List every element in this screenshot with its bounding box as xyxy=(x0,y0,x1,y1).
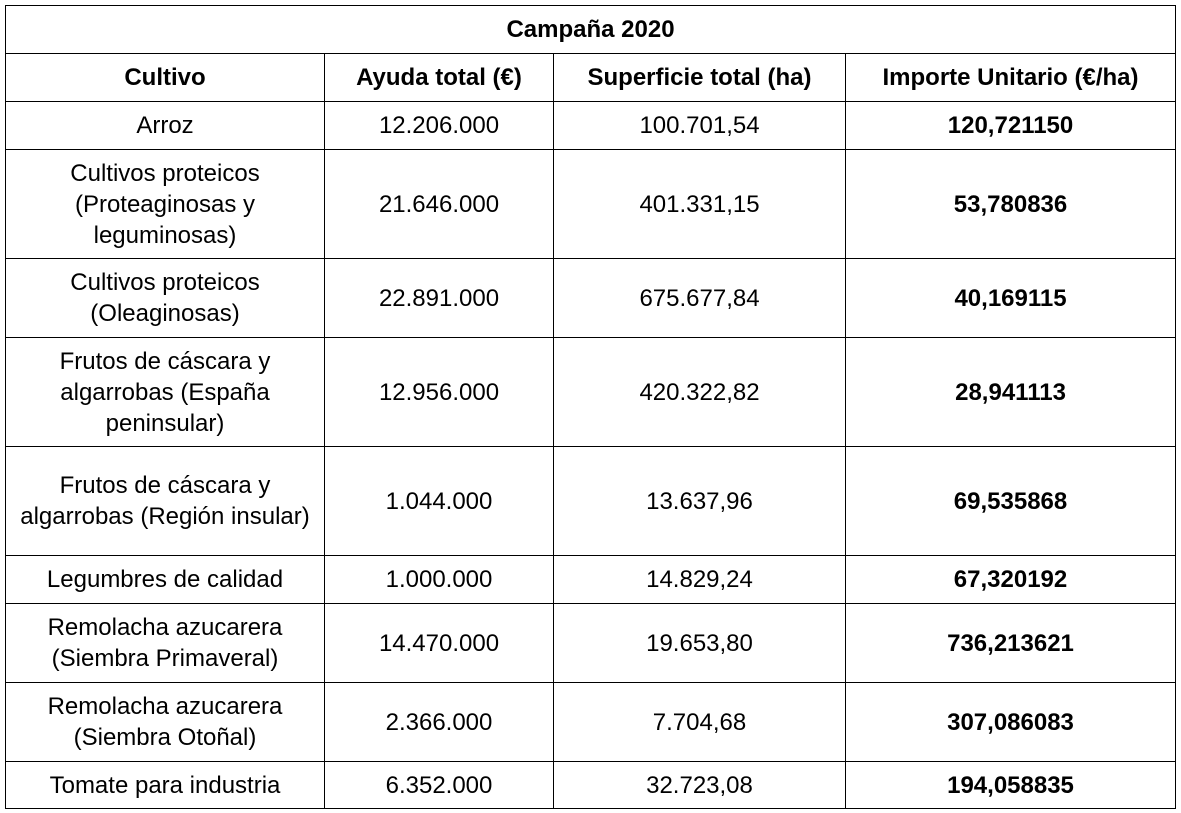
cell-superficie: 14.829,24 xyxy=(554,556,846,604)
header-cultivo: Cultivo xyxy=(6,54,325,102)
table-row xyxy=(6,150,1176,259)
cell-cultivo: Frutos de cáscara y algarrobas (Región insular) xyxy=(6,447,325,556)
table-row xyxy=(6,102,1176,150)
cell-cultivo: Tomate para industria xyxy=(6,762,325,809)
cell-importe: 67,320192 xyxy=(846,556,1176,604)
cell-superficie: 675.677,84 xyxy=(554,259,846,338)
cell-ayuda: 1.000.000 xyxy=(325,556,554,604)
cell-ayuda: 6.352.000 xyxy=(325,762,554,809)
cell-importe: 53,780836 xyxy=(846,150,1176,259)
table-row xyxy=(6,604,1176,683)
header-importe-unitario: Importe Unitario (€/ha) xyxy=(846,54,1176,102)
cell-superficie: 420.322,82 xyxy=(554,338,846,447)
cell-ayuda: 12.956.000 xyxy=(325,338,554,447)
cell-ayuda: 12.206.000 xyxy=(325,102,554,150)
cell-ayuda: 21.646.000 xyxy=(325,150,554,259)
cell-importe: 69,535868 xyxy=(846,447,1176,556)
table-header-row xyxy=(6,54,1176,102)
cell-importe: 40,169115 xyxy=(846,259,1176,338)
cell-superficie: 32.723,08 xyxy=(554,762,846,809)
table-title-row xyxy=(6,6,1176,54)
table-row xyxy=(6,338,1176,447)
cell-superficie: 401.331,15 xyxy=(554,150,846,259)
cell-superficie: 19.653,80 xyxy=(554,604,846,683)
cell-cultivo: Remolacha azucarera (Siembra Primaveral) xyxy=(6,604,325,683)
cell-cultivo: Cultivos proteicos (Oleaginosas) xyxy=(6,259,325,338)
table-row xyxy=(6,683,1176,762)
cell-superficie: 13.637,96 xyxy=(554,447,846,556)
table-title: Campaña 2020 xyxy=(6,6,1176,54)
cell-cultivo: Frutos de cáscara y algarrobas (España peninsular) xyxy=(6,338,325,447)
cell-importe: 194,058835 xyxy=(846,762,1176,809)
table-row xyxy=(6,762,1176,809)
cell-importe: 120,721150 xyxy=(846,102,1176,150)
cell-ayuda: 2.366.000 xyxy=(325,683,554,762)
cell-cultivo: Cultivos proteicos (Proteaginosas y leguminosas) xyxy=(6,150,325,259)
cell-ayuda: 14.470.000 xyxy=(325,604,554,683)
table-row xyxy=(6,447,1176,556)
table-row xyxy=(6,259,1176,338)
cell-superficie: 7.704,68 xyxy=(554,683,846,762)
cell-importe: 28,941113 xyxy=(846,338,1176,447)
table-row xyxy=(6,556,1176,604)
cell-importe: 307,086083 xyxy=(846,683,1176,762)
aid-table xyxy=(5,5,1176,809)
cell-superficie: 100.701,54 xyxy=(554,102,846,150)
cell-ayuda: 1.044.000 xyxy=(325,447,554,556)
header-superficie-total: Superficie total (ha) xyxy=(554,54,846,102)
cell-cultivo: Legumbres de calidad xyxy=(6,556,325,604)
header-ayuda-total: Ayuda total (€) xyxy=(325,54,554,102)
cell-cultivo: Remolacha azucarera (Siembra Otoñal) xyxy=(6,683,325,762)
cell-ayuda: 22.891.000 xyxy=(325,259,554,338)
cell-importe: 736,213621 xyxy=(846,604,1176,683)
cell-cultivo: Arroz xyxy=(6,102,325,150)
